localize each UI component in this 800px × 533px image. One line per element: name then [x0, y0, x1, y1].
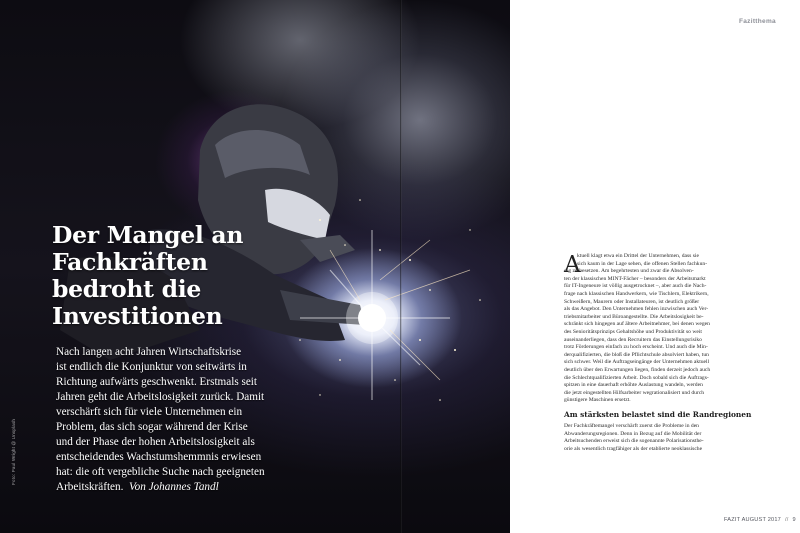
- body-line: die Schlechtqualifizierten Arbeit. Doch sobald sich die Auftrags-: [564, 374, 709, 381]
- body-line: Abwanderungsregionen. Denn in Bezug auf die Mobilität der: [564, 430, 702, 437]
- body-line: ten der klassischen MINT-Fächer – besonders der Arbeitsmarkt: [564, 275, 706, 282]
- headline-line: Fachkräften: [52, 248, 208, 276]
- lead-line-last: [56, 480, 318, 495]
- lead-last-text: Arbeitskräften.: [56, 481, 124, 493]
- lead-line: Nach langen acht Jahren Wirtschaftskrise: [56, 346, 242, 358]
- photo-credit: Foto: Paul Wright @ Unsplash: [11, 418, 16, 485]
- body-line: triebsmitarbeiter und Büroangestellte. Die Arbeitslosigkeit be-: [564, 313, 704, 320]
- article-headline: [52, 222, 352, 330]
- body-line: für IT-Ingeneure ist völlig ausgetrocknet –, aber auch die Nach-: [564, 283, 707, 290]
- section-label: Fazitthema: [739, 18, 776, 25]
- body-line: ktuell klagt etwa ein Drittel der Unternehmen, dass sie: [577, 253, 699, 259]
- author-byline: Von Johannes Tandl: [129, 481, 219, 493]
- lead-line: verschärft sich für viele Unternehmen ein: [56, 406, 243, 418]
- body-line: Arbeitsuchenden erweist sich die sogenannte Polarisationsthe-: [564, 438, 704, 445]
- body-line: frage nach klassischen Handwerkern, wie Tischlern, Elektrikern,: [564, 290, 709, 297]
- body-line: die jetzt eingestellten Hilfsarbeiter wegrationalisiert und durch: [564, 389, 705, 396]
- lead-line: Problem, das sich sogar während der Krise: [56, 421, 248, 433]
- issue-label: FAZIT AUGUST 2017: [724, 517, 781, 523]
- section-subheading: Am stärksten belastet sind die Randregionen: [564, 410, 752, 419]
- body-line: des Senioritätsprinzips Gehaltshöhe und Produktivität so weit: [564, 328, 702, 335]
- lead-line: und der Phase der hohen Arbeitslosigkeit als: [56, 436, 255, 448]
- body-line: sich kaum in der Lage sehen, die offenen Stellen fachkun-: [577, 260, 708, 267]
- drop-cap: A: [564, 252, 581, 278]
- lead-paragraph: [56, 345, 318, 495]
- body-line: dig zu besetzen. Am begehrtesten und zwar die Absolven-: [564, 268, 694, 275]
- lead-line: Richtung aufwärts geschwenkt. Erstmals seit: [56, 376, 258, 388]
- body-line: Schweißern, Maurern oder Installateuren, ist deutlich größer: [564, 298, 700, 305]
- body-line: günstigere Maschinen ersetzt.: [564, 397, 631, 404]
- body-line: sich schwer. Weil die Auftragseingänge der Unternehmen aktuell: [564, 359, 710, 366]
- page-number: 9: [792, 517, 796, 523]
- body-line: trotz Förderungen einfach zu hoch erscheint. Und auch die Min-: [564, 344, 708, 351]
- headline-line: Der Mangel an: [52, 221, 244, 249]
- body-line: derqualifizierten, die bloß die Pflichtschule absolviert haben, tun: [564, 351, 709, 358]
- body-line: deutlich über den Erwartungen liegen, finden derzeit jedoch auch: [564, 366, 711, 373]
- article-body-continued: [564, 423, 784, 453]
- body-line: orie als wesentlich tragfähiger als der etablierte neoklassische: [564, 445, 703, 452]
- lead-line: hat: die oft vergebliche Suche nach geeigneten: [56, 466, 265, 478]
- headline-line: Investitionen: [52, 302, 223, 330]
- headline-line: bedroht die: [52, 275, 202, 303]
- article-body: [564, 253, 784, 405]
- page-footer: [724, 517, 796, 523]
- body-line: auseinanderliegen, dass den Recruitern das Einstellungsrisiko: [564, 336, 702, 343]
- lead-line: Jahren geht die Arbeitslosigkeit zurück. Damit: [56, 391, 265, 403]
- lead-line: entscheidendes Wachstumshemmnis erwiesen: [56, 451, 262, 463]
- body-line: Der Fachkräftemangel verschärft zuerst die Probleme in den: [564, 423, 699, 429]
- body-line: als das Angebot. Den Unternehmen fehlen inzwischen auch Ver-: [564, 306, 709, 313]
- lead-line: ist endlich die Konjunktur von seitwärts in: [56, 361, 247, 373]
- page-gutter: [400, 0, 402, 533]
- footer-separator: //: [784, 517, 789, 523]
- body-line: spitzen in eine dauerhaft erhöhte Auslastung wandeln, werden: [564, 382, 703, 389]
- body-line: schränkt sich hingegen auf ältere Arbeitnehmer, bei denen wegen: [564, 321, 710, 328]
